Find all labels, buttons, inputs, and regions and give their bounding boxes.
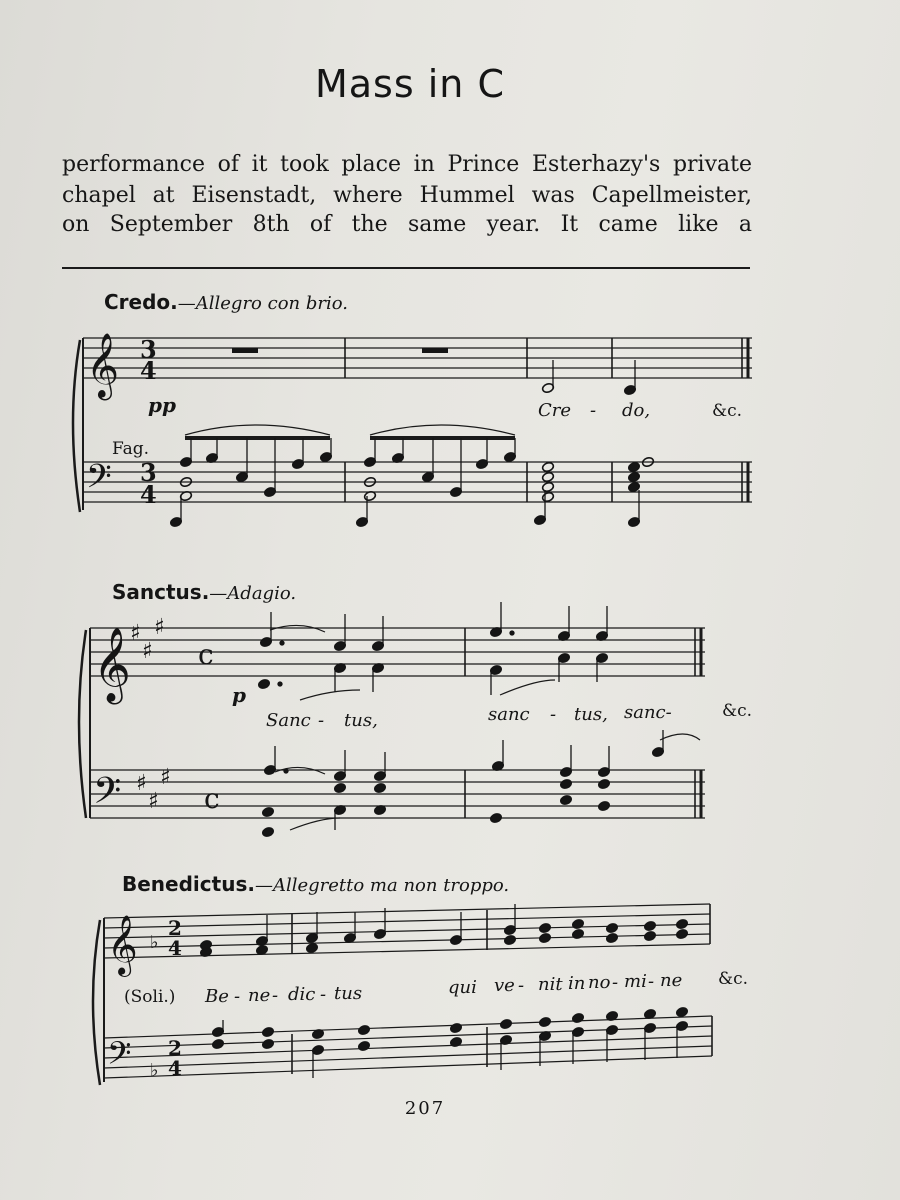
lyric-syllable: do, <box>622 400 651 421</box>
lyric-syllable: mi <box>624 971 647 992</box>
lyric-syllable: Be <box>205 986 229 1007</box>
lyric-hyphen: - <box>320 984 327 1005</box>
lyric-syllable: sanc <box>488 704 530 725</box>
lyric-hyphen: - <box>318 710 325 731</box>
lyric-syllable: tus, <box>574 704 608 725</box>
time-signature-bottom: 4 <box>140 480 157 509</box>
sharp-icon: ♯ <box>130 621 141 646</box>
lyric-syllable: qui <box>448 977 477 998</box>
benedictus-system <box>93 904 712 1085</box>
lyric-hyphen: - <box>234 986 241 1007</box>
flat-icon: ♭ <box>150 932 159 953</box>
page-title: Mass in C <box>314 62 505 106</box>
body-text-line: performance of it took place in Prince Esterhazy's private <box>62 152 752 177</box>
benedictus-treble-staff <box>104 904 710 958</box>
lyric-hyphen: - <box>612 972 619 993</box>
credo-bass-staff <box>83 462 752 502</box>
lyric-syllable: ve <box>494 975 515 996</box>
lyric-syllable: tus, <box>344 710 378 731</box>
sanctus-etc: &c. <box>722 701 753 721</box>
time-signature-bottom: 4 <box>140 356 157 385</box>
time-signature-bottom: 4 <box>168 1056 182 1080</box>
credo-etc: &c. <box>712 401 743 421</box>
lyric-hyphen: - <box>648 971 655 992</box>
sanctus-tempo: —Adagio. <box>209 583 297 604</box>
time-signature-top: 3 <box>140 335 157 364</box>
treble-clef-icon: 𝄞 <box>107 915 138 975</box>
sharp-icon: ♯ <box>142 639 153 664</box>
lyric-syllable: nit <box>538 974 563 995</box>
flat-icon: ♭ <box>150 1060 159 1081</box>
lyric-syllable: sanc- <box>624 702 672 723</box>
bass-clef-icon: 𝄢 <box>93 770 122 821</box>
benedictus-voices-label: (Soli.) <box>124 987 176 1007</box>
credo-title: Credo. <box>104 290 178 314</box>
bass-clef-icon: 𝄢 <box>86 458 112 504</box>
sanctus-treble-staff <box>90 628 705 676</box>
lyric-syllable: tus <box>334 983 363 1004</box>
sharp-icon: ♯ <box>148 789 159 814</box>
lyric-syllable: in <box>568 973 586 994</box>
benedictus-etc: &c. <box>718 969 749 989</box>
time-signature-top: 3 <box>140 458 157 487</box>
treble-clef-icon: 𝄞 <box>86 333 120 398</box>
credo-tempo: —Allegro con brio. <box>177 293 348 314</box>
benedictus-bass-staff <box>104 1016 712 1078</box>
sharp-icon: ♯ <box>136 771 147 796</box>
credo-system <box>73 338 752 512</box>
bass-clef-icon: 𝄢 <box>107 1035 132 1079</box>
lyric-hyphen: - <box>272 985 279 1006</box>
sharp-icon: ♯ <box>160 765 171 790</box>
time-signature-bottom: 4 <box>168 936 182 960</box>
benedictus-title: Benedictus. <box>122 872 255 896</box>
time-signature-top: 2 <box>168 1036 182 1060</box>
lyric-syllable: dic <box>288 984 316 1005</box>
lyric-hyphen: - <box>518 975 525 996</box>
lyric-syllable: ne <box>248 985 271 1006</box>
body-text-line: on September 8th of the same year. It came like a <box>62 212 752 237</box>
sanctus-title: Sanctus. <box>112 580 210 604</box>
treble-clef-icon: 𝄞 <box>93 628 131 702</box>
body-text-line: chapel at Eisenstadt, where Hummel was Capellmeister, <box>62 183 752 208</box>
page-number: 207 <box>404 1098 446 1119</box>
lyric-hyphen: - <box>590 400 597 421</box>
common-time-icon: c <box>204 782 220 815</box>
lyric-syllable: Sanc <box>266 710 311 731</box>
sanctus-system <box>79 625 705 830</box>
lyric-syllable: no <box>588 972 611 993</box>
credo-treble-staff <box>83 338 752 378</box>
credo-instrument-label: Fag. <box>112 439 150 459</box>
lyric-syllable: Cre <box>538 400 572 421</box>
sanctus-bass-staff <box>90 770 705 818</box>
benedictus-tempo: —Allegretto ma non troppo. <box>254 875 510 896</box>
sharp-icon: ♯ <box>154 615 165 640</box>
common-time-icon: c <box>198 638 214 671</box>
credo-dynamic: pp <box>148 393 176 417</box>
sanctus-dynamic: p <box>232 683 246 707</box>
lyric-syllable: ne <box>660 970 683 991</box>
time-signature-top: 2 <box>168 916 182 940</box>
lyric-hyphen: - <box>550 704 557 725</box>
